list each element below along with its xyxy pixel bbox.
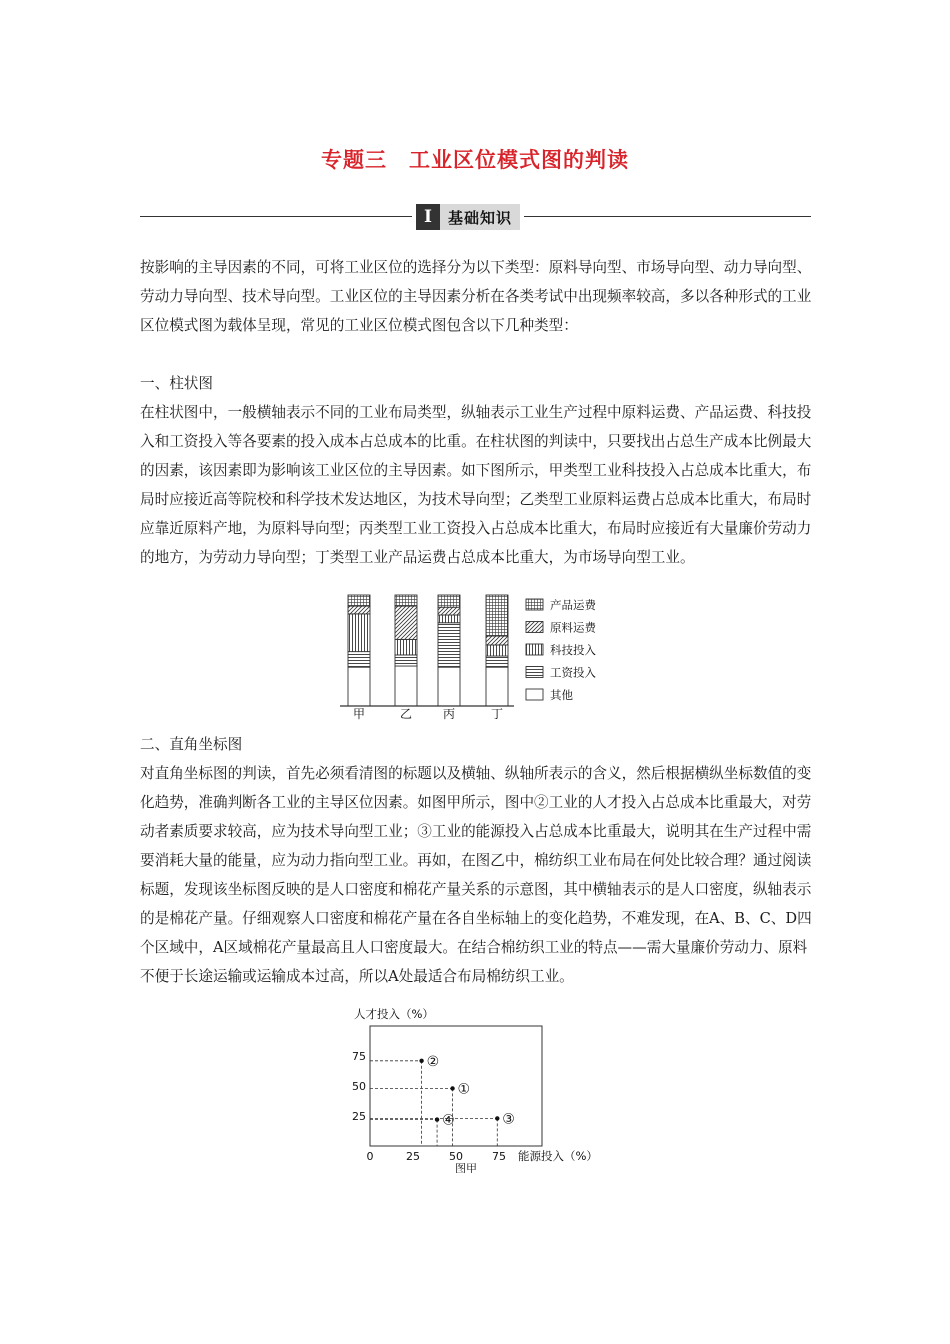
legend-swatch	[526, 644, 543, 655]
bar-segment	[486, 595, 508, 636]
x-tick-label: 75	[492, 1150, 506, 1163]
x-tick-label: 25	[406, 1150, 420, 1163]
bar-segment	[486, 667, 508, 706]
bar-segment	[348, 595, 370, 606]
bar-category-label: 丁	[490, 707, 504, 720]
bar-segment	[395, 606, 417, 639]
page-title	[0, 144, 950, 174]
intro-paragraph: 按影响的主导因素的不同，可将工业区位的选择分为以下类型：原料导向型、市场导向型、动力导向型、劳动力导向型、技术导向型。工业区位的主导因素分析在各类考试中出现频率较高，多以各种形式的工业区位模式图为载体呈现，常见的工业区位模式图包含以下几种类型：	[140, 259, 812, 334]
legend-label: 工资投入	[550, 665, 596, 680]
scatter-point-label: ②	[426, 1053, 440, 1070]
stacked-bar-chart	[330, 590, 630, 720]
legend-swatch	[526, 689, 543, 700]
legend-label: 原料运费	[550, 620, 596, 635]
bar-segment	[438, 607, 460, 615]
y-tick-label: 25	[352, 1110, 366, 1123]
scatter-point	[435, 1117, 439, 1121]
bar-segment	[486, 645, 508, 656]
section-label: 基础知识	[440, 204, 520, 230]
scatter-chart	[346, 1008, 606, 1173]
y-tick-label: 50	[352, 1080, 366, 1093]
y-axis-label: 人才投入（%）	[354, 1008, 434, 1021]
section-number: I	[416, 204, 440, 230]
bar-segment	[348, 606, 370, 614]
bar-segment	[395, 639, 417, 655]
section-badge	[412, 204, 524, 230]
chart-caption: 图甲	[455, 1162, 477, 1173]
legend-label: 产品运费	[550, 598, 596, 612]
bar-segment	[438, 595, 460, 607]
scatter-point	[450, 1086, 454, 1090]
x-axis-label: 能源投入（%）	[518, 1149, 598, 1163]
coordinate-chart-paragraph: 对直角坐标图的判读，首先必须看清图的标题以及横轴、纵轴所表示的含义，然后根据横纵坐标数值的变化趋势，准确判断各工业的主导区位因素。如图甲所示，图中②工业的人才投入占总成本比重最大，对劳动者素质要求较高，应为技术导向型工业；③工业的能源投入占总成本比重最大，说明其在生产过程中需要消耗大量的能量，应为动力指向型工业。再如，在图乙中，棉纺织工业布局在何处比较合理？通过阅读标题，发现该坐标图反映的是人口密度和棉花产量关系的示意图，其中横轴表示的是人口密度，纵轴表示的是棉花产量。仔细观察人口密度和棉花产量在各自坐标轴上的变化趋势，不难发现，在A、B、C、D四个区域中，A区域棉花产量最高且人口密度最大。在结合棉纺织工业的特点——需大量廉价劳动力、原料不便于长途运输或运输成本过高，所以A处最适合布局棉纺织工业。	[140, 765, 812, 985]
scatter-point-label: ①	[457, 1081, 471, 1098]
scatter-point-label: ③	[502, 1111, 515, 1128]
bar-chart-paragraph: 在柱状图中，一般横轴表示不同的工业布局类型，纵轴表示工业生产过程中原料运费、产品运费、科技投入和工资投入等各要素的投入成本占总成本的比重。在柱状图的判读中，只要找出占总生产成本比例最大的因素，该因素即为影响该工业区位的主导因素。如下图所示，甲类型工业科技投入占总成本比重大，布局时应接近高等院校和科学技术发达地区，为技术导向型；乙类型工业原料运费占总成本比重大，布局时应靠近原料产地，为原料导向型；丙类型工业工资投入占总成本比重大，布局时应接近有大量廉价劳动力的地方，为劳动力导向型；丁类型工业产品运费占总成本比重大，为市场导向型工业。	[140, 404, 812, 566]
bar-segment	[348, 652, 370, 668]
bar-segment	[438, 615, 460, 623]
legend-swatch	[526, 622, 543, 633]
legend-swatch	[526, 599, 543, 610]
bar-category-label: 甲	[352, 707, 366, 720]
bar-category-label: 丙	[442, 707, 456, 720]
legend-swatch	[526, 667, 543, 678]
legend-label: 其他	[550, 688, 573, 702]
title-subject: 工业区位模式图的判读	[409, 147, 629, 172]
x-tick-label: 50	[449, 1150, 463, 1163]
heading-coordinate-chart: 二、直角坐标图	[140, 736, 243, 753]
bar-segment	[486, 656, 508, 667]
bar-segment	[438, 623, 460, 667]
bar-segment	[486, 636, 508, 645]
plot-frame	[370, 1026, 542, 1146]
legend-label: 科技投入	[550, 643, 596, 657]
heading-bar-chart: 一、柱状图	[140, 375, 213, 392]
bar-segment	[438, 667, 460, 706]
x-tick-label: 0	[366, 1150, 374, 1163]
bar-segment	[395, 666, 417, 706]
scatter-point-label: ④	[442, 1112, 455, 1129]
title-topic: 专题三	[321, 147, 387, 172]
bar-segment	[348, 614, 370, 652]
bar-segment	[395, 595, 417, 606]
bar-category-label: 乙	[399, 707, 413, 720]
bar-segment	[395, 655, 417, 666]
scatter-point	[495, 1116, 499, 1120]
y-tick-label: 75	[352, 1050, 366, 1063]
scatter-point	[419, 1059, 423, 1063]
bar-segment	[348, 667, 370, 706]
